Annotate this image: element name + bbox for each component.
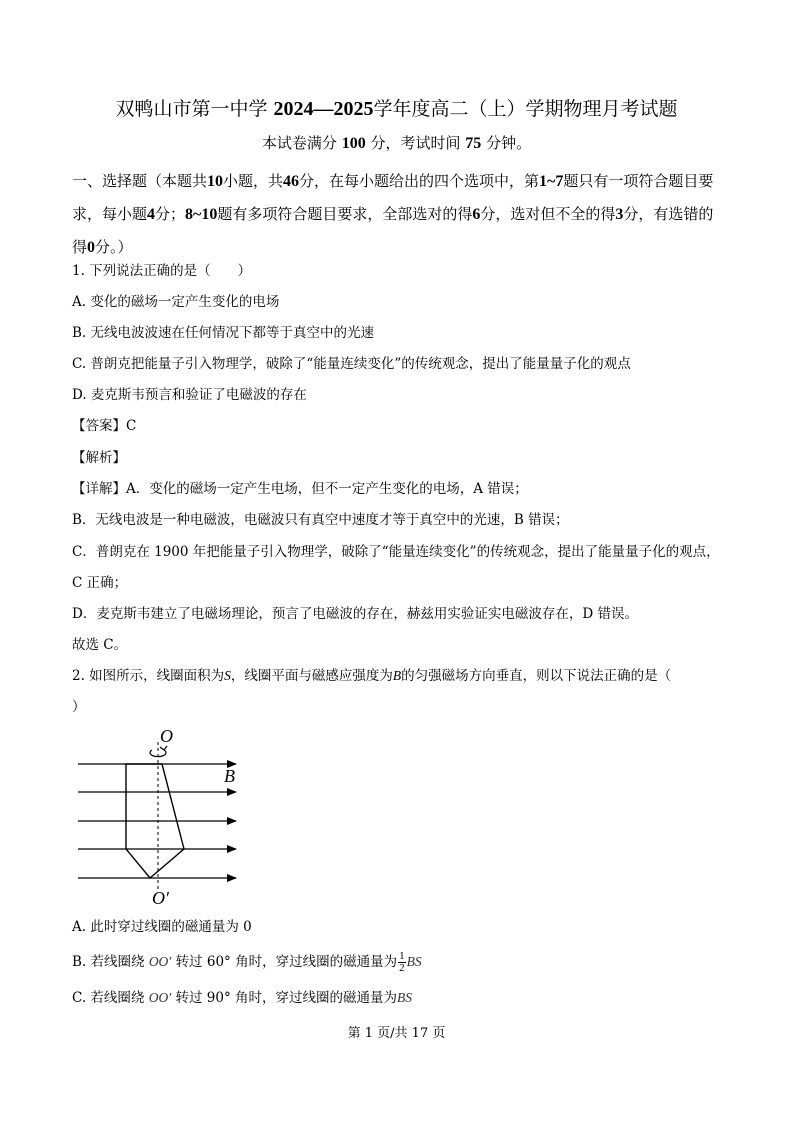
- q1-detail-d: D．麦克斯韦建立了电磁场理论，预言了电磁波的存在，赫兹用实验证实电磁波存在，D 错误。: [72, 606, 638, 622]
- q1-analysis-label: 【解析】: [72, 450, 126, 466]
- instr-text: 分，有选错的得: [72, 205, 714, 256]
- instr-text: 小题，共: [223, 172, 284, 190]
- instr-text: 题有多项符合题目要求，全部选对的得: [217, 205, 473, 223]
- q1-detail-c: C．普朗克在 1900 年把能量子引入物理学，破除了“能量连续变化”的传统观念，提出了能量量子化的观点，C 正确；: [72, 544, 720, 591]
- q2-var-b: B: [392, 668, 402, 683]
- axis-label: OO′: [148, 954, 172, 969]
- instr-num: 6: [472, 206, 481, 223]
- q2-opt-text: 转过 60° 角时，穿过线圈的磁通量为: [175, 954, 398, 970]
- field-lines: [78, 764, 236, 878]
- coil-in-field-figure: [72, 722, 252, 904]
- q2-stem-text: 的匀强磁场方向垂直，则以下说法正确的是（: [401, 668, 672, 684]
- instr-text: 题只有一项符合题目要求，每小题: [72, 172, 714, 223]
- instr-text: 分。）: [95, 238, 133, 256]
- instr-num: 10: [207, 173, 224, 190]
- q2-bs: BS: [397, 990, 412, 1005]
- info-text: 分，考试时间: [370, 134, 461, 152]
- page-footer: 第 1 页/共 17 页: [347, 1026, 446, 1041]
- instr-text: 分；: [155, 205, 186, 223]
- q2-opt-text: C. 若线圈绕: [72, 990, 145, 1006]
- info-time: 75: [465, 135, 482, 152]
- label-b: B: [224, 766, 235, 786]
- q2-stem-end: ）: [72, 699, 86, 715]
- info-text: 本试卷满分: [261, 134, 337, 152]
- page-title: [0, 94, 793, 124]
- q2-opt-text: 转过 90° 角时，穿过线圈的磁通量为: [175, 990, 397, 1006]
- q2-opt-text: B. 若线圈绕: [72, 954, 145, 970]
- q1-detail-a: [72, 479, 528, 499]
- title-school: 双鸭山市第一中学: [115, 98, 268, 120]
- answer-label: 【答案】: [72, 418, 126, 434]
- q1-option-d: D. 麦克斯韦预言和验证了电磁波的存在: [72, 387, 307, 403]
- rotation-arrowhead-icon: [160, 746, 167, 750]
- instr-num: 1~7: [539, 173, 564, 190]
- title-exam: 学年度高二（上）学期物理月考试题: [373, 98, 678, 120]
- label-o: O: [160, 726, 173, 746]
- fraction-half: [398, 951, 406, 974]
- q1-detail-b: B．无线电波是一种电磁波，电磁波只有真空中速度才等于真空中的光速，B 错误；: [72, 512, 569, 528]
- q1-option-b: B. 无线电波波速在任何情况下都等于真空中的光速: [72, 325, 375, 341]
- q2-option-c: [72, 988, 412, 1008]
- detail-label: 【详解】: [72, 481, 126, 497]
- answer-value: C: [126, 418, 137, 434]
- q1-option-a: A. 变化的磁场一定产生变化的电场: [72, 294, 280, 310]
- detail-a-text: A．变化的磁场一定产生电场，但不一定产生变化的电场，A 错误；: [126, 481, 528, 497]
- q2-bs: BS: [406, 954, 422, 969]
- q1-stem: 1. 下列说法正确的是（ ）: [72, 263, 252, 279]
- axis-label: OO′: [148, 990, 172, 1005]
- exam-info: [0, 131, 793, 156]
- frac-den: 2: [399, 962, 405, 974]
- frac-num: 1: [399, 950, 405, 962]
- q1-option-c: C. 普朗克把能量子引入物理学，破除了“能量连续变化”的传统观念，提出了能量量子化的观点: [72, 356, 631, 372]
- instr-num: 8~10: [185, 206, 218, 223]
- q2-option-b: [72, 951, 422, 974]
- title-years: 2024—2025: [273, 98, 374, 120]
- label-o-prime: O′: [152, 888, 169, 904]
- q1-conclusion: 故选 C。: [72, 637, 128, 653]
- q1-answer: [72, 416, 136, 436]
- instr-text: 分，选对但不全的得: [480, 205, 616, 223]
- q2-stem-text: ，线圈平面与磁感应强度为: [230, 668, 393, 684]
- info-score: 100: [341, 135, 366, 152]
- instr-num: 4: [147, 206, 156, 223]
- instr-num: 46: [283, 173, 300, 190]
- section-instructions: [72, 165, 722, 264]
- instr-num: 0: [87, 239, 96, 256]
- instr-text: 分，在每小题给出的四个选项中，第: [299, 172, 540, 190]
- instr-num: 3: [615, 206, 624, 223]
- q2-stem-text: 2. 如图所示，线圈面积为: [72, 668, 225, 684]
- instr-text: 一、选择题（本题共: [72, 172, 208, 190]
- q2-stem: [72, 666, 671, 686]
- q2-var-s: S: [224, 668, 231, 683]
- q2-option-a: A. 此时穿过线圈的磁通量为 0: [72, 919, 252, 935]
- info-text: 分钟。: [486, 134, 532, 152]
